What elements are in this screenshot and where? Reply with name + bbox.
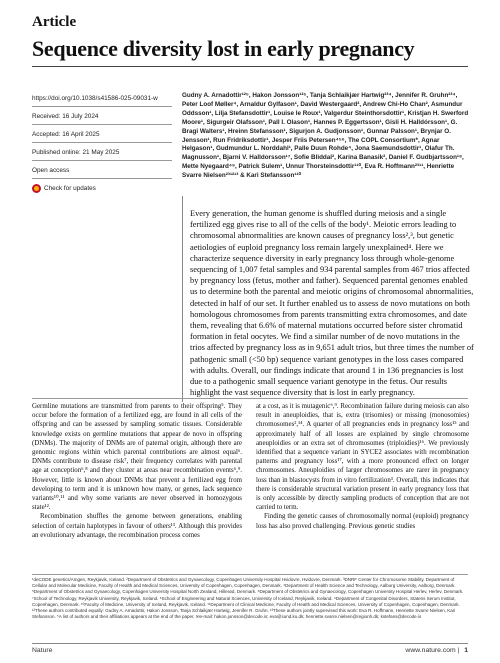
check-for-updates-label: Check for updates: [44, 185, 96, 192]
check-for-updates-button[interactable]: [32, 182, 172, 196]
published-date: Published online: 21 May 2025: [32, 146, 172, 161]
crossmark-icon: [32, 184, 41, 193]
article-title: Sequence diversity lost in early pregnancy: [32, 36, 415, 61]
doi-link[interactable]: https://doi.org/10.1038/s41586-025-09031-w: [32, 95, 158, 102]
footer-rule: [32, 643, 468, 644]
article-metadata: [32, 92, 172, 199]
body-paragraph: Recombination shuffles the genome between generations, enabling selection of certain haplotypes in favour of others¹³. Although this provides an evolutionary advantage, the recombination process comes: [32, 513, 242, 539]
page-number: 1: [464, 647, 468, 654]
accepted-date: Accepted: 16 April 2025: [32, 128, 172, 143]
body-paragraph: Finding the genetic causes of chromosomally normal (euploid) pregnancy loss has also proved challenging. Previous genetic studies: [256, 513, 469, 530]
title-rule: [32, 66, 468, 67]
body-column-left: [32, 402, 242, 540]
body-paragraph: at a cost, as it is mutagenic⁶,⁹. Recombination failure during meiosis can also result in aneuploidies, that is, extra (trisomies) or missing (monosomies) chromosomes²,¹⁴. A quarter of all pregnancies ends in pregnancy loss¹⁵ and approximately half of all losses are explained by single chromosome aneuploidies or an extra set of chromosomes (triploidies)¹⁶. We previously identified that a sequence variant in SYCE2 associates with recombination patterns and pregnancy loss¹⁷, with a more pronounced effect on longer chromosomes. Aneuploidies of larger chromosomes are rarer in pregnancy loss than in blastocysts from in vitro fertilization³. Overall, this indicates that there is considerable structural variation present in early pregnancy loss that is only accessible by directly sampling products of conception that are not carried to term.: [256, 403, 469, 512]
abstract-divider: [182, 196, 183, 402]
article-type-label: Article: [32, 14, 77, 30]
footnote-rule: [32, 574, 468, 575]
journal-name: Nature: [32, 647, 53, 654]
affiliations-footnotes: ¹deCODE genetics/Amgen, Reykjavik, Iceland. ²Department of Obstetrics and Gynaecology, Copenhagen University Hospital Hvidovre, Hvidovre, Denmark. ³DNRF Center for Chromosome Stability, Department of Cellular and Molecular Medicine, Faculty of Health and Medical Sciences, University of Copenhagen, Copenhagen, Denmark. ⁴Department of Health Science and Technology, Aalborg University, Aalborg, Denmark. ⁵Department of Obstetrics and Gynaecology, Copenhagen University Hospital North Zealand, Hillerød, Denmark. ⁶Department of Obstetrics and Gynaecology, Copenhagen University Hospital Herlev, Herlev, Denmark. ⁷School of Technology, Reykjavik University, Reykjavik, Iceland. ⁸School of Engineering and Natural Sciences, University of Iceland, Reykjavik, Iceland. ⁹Department of Congenital Disorders, Statens Serum Institut, Copenhagen, Denmark. ¹⁰Faculty of Medicine, University of Iceland, Reykjavik, Iceland. ¹¹Department of Clinical Medicine, Faculty of Health and Medical Sciences, University of Copenhagen, Copenhagen, Denmark. ¹²These authors contributed equally: Gudny A. Arnadottir, Hakon Jonsson, Tanja Schlaikjær Hartwig, Jennifer R. Gruhn. ¹³These authors jointly supervised this work: Eva R. Hoffmann, Henriette Svarre Nielsen, Kari Stefansson. *A list of authors and their affiliations appears at the end of the paper. ✉e-mail: hakon.jonsson@decode.is; eva@sund.ku.dk; henriette.svarre.nielsen@regionh.dk; kstefans@decode.is: [32, 577, 464, 620]
journal-url[interactable]: www.nature.com: [405, 647, 456, 654]
doi-row: [32, 92, 172, 107]
footer-separator: |: [457, 647, 460, 654]
page-footer: [405, 647, 468, 654]
body-column-right: [256, 402, 469, 531]
body-rule: [32, 398, 468, 399]
body-paragraph: Germline mutations are transmitted from parents to their offspring⁵. They occur before the formation of a fertilized egg, are found in all cells of the offspring and can be assessed by sampling somatic tissues. Considerable knowledge exists on germline mutations that appear de novo in offspring (DNMs). The majority of DNMs are of paternal origin, although there are genomic regions within which parental contributions are almost equal⁶. DNMs contribute to disease risk⁷, their frequency correlates with parental age at conception⁶,⁸ and they cluster at areas near recombination events⁶,⁹. However, little is known about DNMs that prevent a fertilized egg from developing to term and it is unknown how many, or genes, lack sequence variants¹⁰,¹¹ and why some variants are never observed in homozygous state¹².: [32, 403, 242, 512]
open-access-label: Open access: [32, 164, 172, 179]
received-date: Received: 16 July 2024: [32, 110, 172, 125]
author-list: Gudny A. Arnadottir¹²⁵, Hakon Jonsson¹²⁵, Tanja Schlaikjær Hartwig²³⁴, Jennifer R. Gruhn²³⁴, Peter Loof Møller⁴, Arnaldur Gylfason¹, David Westergaard², Andrew Chi-Ho Chan², Asmundur Oddsson¹, Lilja Stefansdottir¹, Louise le Roux¹, Valgerdur Steinthorsdottir¹, Kristjan H. Swerford Moore¹, Sigurgeir Olafsson¹, Pall I. Olason¹, Hannes P. Eggertsson¹, Gisli H. Halldórsson¹, G. Bragi Walters¹, Hreinn Stefansson¹, Sigurjon A. Gudjonsson¹, Gunnar Palsson¹, Brynjar O. Jensson¹, Run Fridriksdottir¹, Jesper Friis Petersen⁴⁵⁶, The COPL Consortium*, Agnar Helgason¹, Gudmundur L. Norddahl¹, Palle Duun Rohde⁴, Jona Saemundsdottir¹, Olafur Th. Magnusson¹, Bjarni V. Halldorsson¹⁷, Sofie Bliddal², Karina Banasik², Daniel F. Gudbjartsson¹⁸, Mette Nyegaard⁴⁹, Patrick Sulem¹, Unnur Thorsteinsdottir¹¹⁰, Eva R. Hoffmann²³¹¹, Henriette Svarre Nielsen²³¹²¹³ & Kari Stefansson¹¹⁰: [182, 92, 469, 180]
abstract: Every generation, the human genome is shuffled during meiosis and a single fertilized egg gives rise to all of the cells of the body¹. Meiotic errors leading to chromosomal abnormalities are known causes of pregnancy loss²,³, but genetic aetiologies of euploid pregnancy loss remain largely unexplained⁴. Here we characterize sequence diversity in early pregnancy loss through whole-genome sequencing of 1,007 fetal samples and 934 parental samples from 467 trios affected by pregnancy loss (fetus, mother and father). Sequenced parental genomes enabled us to determine both the parental and meiotic origins of chromosomal abnormalities, detected in half of our set. It further enabled us to assess de novo mutations on both homologous chromosomes from parents transmitting extra chromosomes, and date them, revealing that 6.6% of maternal mutations occurred before sister chromatid formation in fetal oocytes. We find a similar number of de novo mutations in the trios affected by pregnancy loss as in 9,651 adult trios, but three times the number of pathogenic small (<50 bp) sequence variant genotypes in the loss cases compared with adults. Overall, our findings indicate that around 1 in 136 pregnancies is lost due to a pathogenic small sequence variant genotype in the fetus. Our results highlight the vast sequence diversity that is lost in early pregnancy.: [190, 209, 474, 398]
